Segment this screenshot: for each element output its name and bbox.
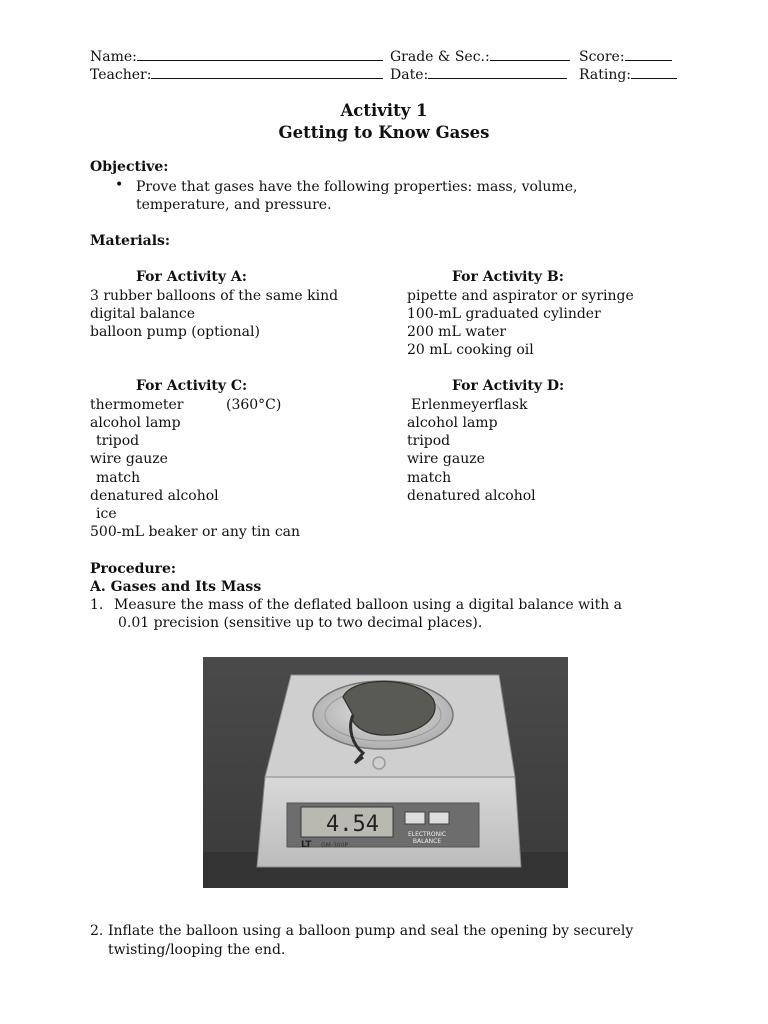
activity-b-item: 20 mL cooking oil [407, 342, 534, 358]
rating-label: Rating: [579, 67, 632, 83]
activity-a-heading: For Activity A: [136, 269, 247, 285]
activity-d-item: Erlenmeyerflask [411, 397, 528, 413]
procedure-heading: Procedure: [90, 561, 177, 577]
rating-field[interactable] [579, 65, 677, 84]
activity-c-item: wire gauze [90, 451, 168, 467]
teacher-field[interactable] [90, 65, 383, 84]
step-1-line-1: Measure the mass of the deflated balloon using a digital balance with a [114, 597, 623, 613]
activity-b-item: 200 mL water [407, 324, 507, 340]
section-a-heading: A. Gases and Its Mass [90, 579, 262, 595]
activity-c-item: ice [96, 506, 117, 522]
activity-a-item: 3 rubber balloons of the same kind [90, 288, 339, 304]
scale-model: GM-300P [321, 842, 349, 849]
name-label: Name: [90, 49, 137, 65]
activity-c-item: alcohol lamp [90, 415, 181, 431]
activity-d-item: tripod [407, 433, 451, 449]
objective-line-1: Prove that gases have the following properties: mass, volume, [136, 179, 578, 195]
score-label: Score: [579, 49, 625, 65]
activity-b-heading: For Activity B: [452, 269, 564, 285]
activity-d-item: wire gauze [407, 451, 485, 467]
name-field[interactable] [90, 47, 383, 66]
grade-field[interactable] [390, 47, 570, 66]
activity-d-item: denatured alcohol [407, 488, 536, 504]
date-field[interactable] [390, 65, 567, 84]
activity-title: Getting to Know Gases [278, 123, 490, 142]
activity-number: Activity 1 [340, 101, 428, 120]
bullet-icon: • [115, 177, 124, 193]
activity-c-item: match [96, 470, 141, 486]
step-2-number: 2. [90, 923, 104, 939]
activity-b-item: 100-mL graduated cylinder [407, 306, 601, 322]
grade-label: Grade & Sec.: [390, 49, 490, 65]
activity-a-item: balloon pump (optional) [90, 324, 260, 340]
activity-c-heading: For Activity C: [136, 378, 248, 394]
scale-display-readout: 4.54 [326, 812, 379, 837]
digital-balance-photo [203, 657, 568, 888]
activity-d-item: alcohol lamp [407, 415, 498, 431]
date-label: Date: [390, 67, 429, 83]
step-2-line-1: Inflate the balloon using a balloon pump and seal the opening by securely [108, 923, 634, 939]
activity-c-item: tripod [96, 433, 140, 449]
objective-heading: Objective: [90, 159, 169, 175]
scale-label-electronic: ELECTRONIC [407, 831, 447, 838]
score-field[interactable] [579, 47, 672, 66]
scale-brand: LT [301, 840, 312, 850]
activity-d-item: match [407, 470, 452, 486]
activity-c-item: thermometer [90, 397, 184, 413]
activity-a-item: digital balance [90, 306, 196, 322]
step-1-number: 1. [90, 597, 104, 613]
step-2-line-2: twisting/looping the end. [108, 942, 286, 958]
activity-d-heading: For Activity D: [452, 378, 565, 394]
objective-line-2: temperature, and pressure. [136, 197, 332, 213]
teacher-label: Teacher: [90, 67, 152, 83]
activity-c-item: denatured alcohol [90, 488, 219, 504]
step-1-line-2: 0.01 precision (sensitive up to two decimal places). [118, 615, 483, 631]
activity-b-item: pipette and aspirator or syringe [407, 288, 634, 304]
materials-heading: Materials: [90, 233, 171, 249]
activity-c-item-note: (360°C) [226, 397, 282, 413]
activity-c-item: 500-mL beaker or any tin can [90, 524, 301, 540]
scale-label-balance: BALANCE [412, 838, 442, 845]
